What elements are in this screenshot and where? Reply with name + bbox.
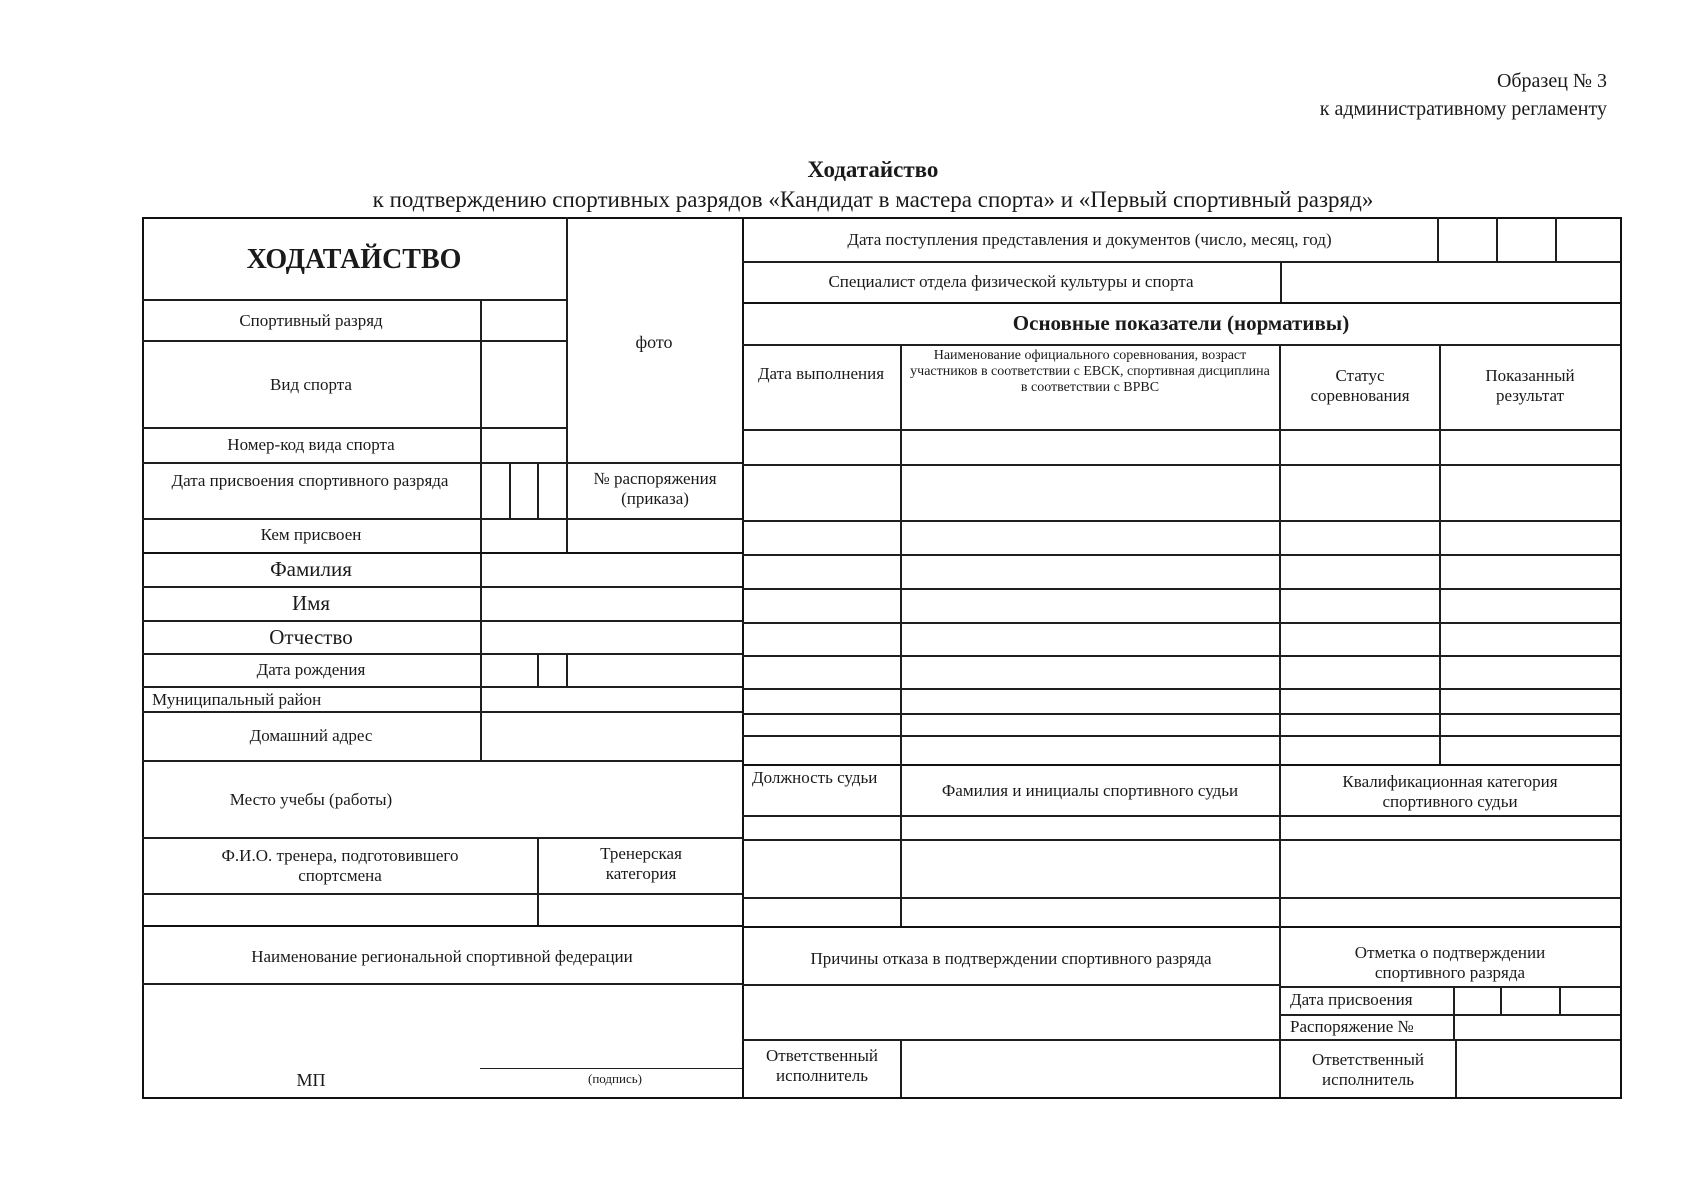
- federation-label: Наименование региональной спортивной федерации: [251, 947, 633, 966]
- judge-category-label: Квалификационная категория спортивного судьи: [1342, 772, 1558, 811]
- receipt-date-label: Дата поступления представления и документов (число, месяц, год): [847, 230, 1332, 249]
- sport-code-label: Номер-код вида спорта: [227, 435, 395, 454]
- regulation-reference: к административному регламенту: [1319, 98, 1607, 120]
- coach-category-label: Тренерская категория: [600, 844, 682, 883]
- study-place-label: Место учебы (работы): [229, 790, 393, 809]
- signature-label: (подпись): [588, 1071, 642, 1086]
- order-label: Распоряжение №: [1290, 1017, 1414, 1036]
- sport-type-label: Вид спорта: [270, 375, 352, 394]
- judge-name-label: Фамилия и инициалы спортивного судьи: [941, 781, 1239, 800]
- home-address-label: Домашний адрес: [249, 726, 373, 745]
- main-indicators-heading: Основные показатели (нормативы): [1012, 311, 1350, 335]
- col-competition-name: Наименование официального соревнования, возраст участников в соответствии с ЕВСК, спортивная дисциплина в соответствии с ВРВС: [910, 348, 1270, 396]
- birth-date-label: Дата рождения: [256, 660, 366, 679]
- stamp-label: МП: [296, 1070, 326, 1090]
- executor-left-label: Ответственный исполнитель: [766, 1046, 878, 1085]
- coach-name-label: Ф.И.О. тренера, подготовившего спортсмена: [221, 846, 459, 885]
- confirmation-mark-label: Отметка о подтверждении спортивного разряда: [1354, 943, 1546, 982]
- col-competition-status: Статус соревнования: [1310, 366, 1410, 405]
- name-label: Имя: [291, 591, 331, 615]
- executor-right-label: Ответственный исполнитель: [1312, 1050, 1424, 1089]
- order-number-label: № распоряжения (приказа): [593, 469, 717, 508]
- assigned-by-label: Кем присвоен: [260, 525, 362, 544]
- petition-heading: ХОДАТАЙСТВО: [246, 244, 462, 275]
- sample-number: Образец № 3: [1496, 70, 1607, 92]
- judge-position-label: Должность судьи: [752, 768, 878, 787]
- document-subtitle: к подтверждению спортивных разрядов «Кандидат в мастера спорта» и «Первый спортивный разряд»: [372, 187, 1374, 212]
- col-completion-date: Дата выполнения: [757, 364, 885, 383]
- district-label: Муниципальный район: [152, 690, 322, 709]
- refusal-reasons-label: Причины отказа в подтверждении спортивного разряда: [810, 949, 1212, 968]
- photo-placeholder: фото: [635, 332, 673, 352]
- patronymic-label: Отчество: [269, 625, 353, 649]
- surname-label: Фамилия: [270, 557, 352, 581]
- sport-rank-label: Спортивный разряд: [239, 311, 383, 330]
- specialist-label: Специалист отдела физической культуры и спорта: [828, 272, 1194, 291]
- rank-date-label: Дата присвоения спортивного разряда: [171, 471, 449, 490]
- col-result: Показанный результат: [1485, 366, 1575, 405]
- document-title: Ходатайство: [807, 157, 939, 182]
- assign-date-label: Дата присвоения: [1290, 990, 1413, 1009]
